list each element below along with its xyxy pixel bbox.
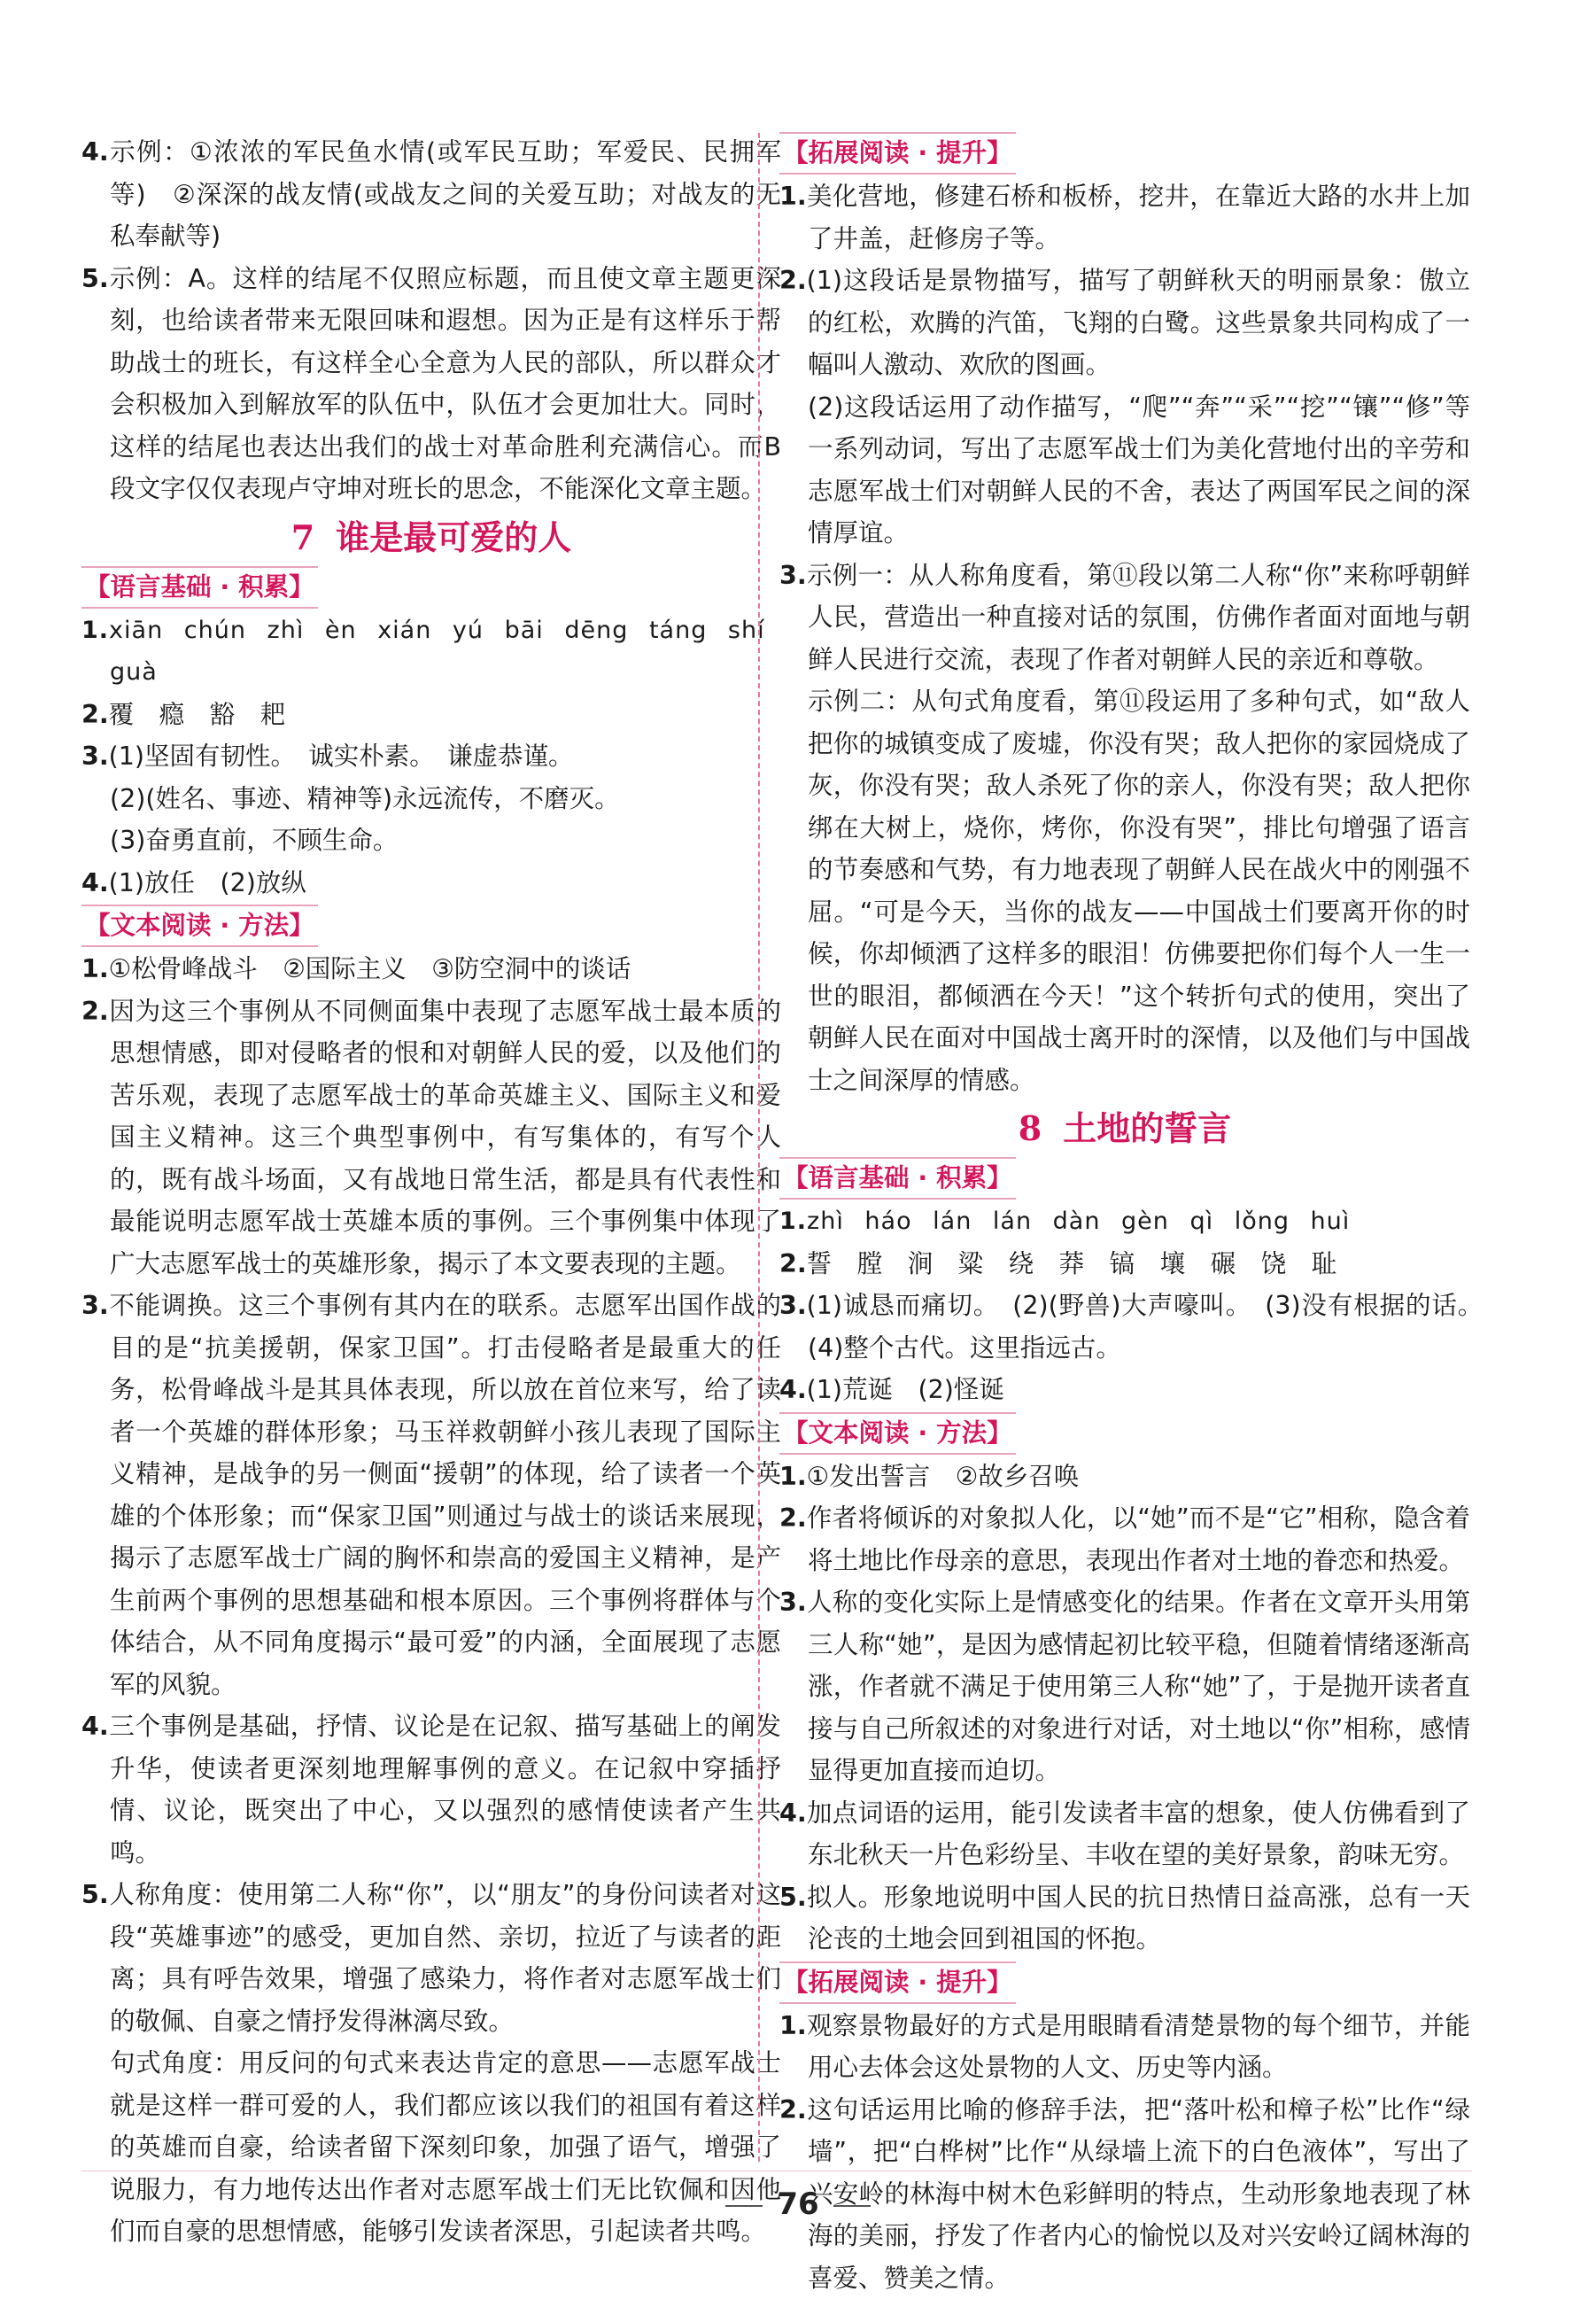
item-number: 2. bbox=[81, 700, 109, 729]
answer-item bbox=[779, 1876, 1470, 1961]
answer-item bbox=[779, 260, 1470, 386]
answer-item bbox=[81, 1285, 781, 1705]
item-number: 1. bbox=[779, 2011, 807, 2040]
item-text: 覆 瘾 豁 耙 bbox=[109, 700, 286, 729]
item-text: xiān chún zhì èn xián yú bāi dēng táng shí guà bbox=[109, 617, 765, 687]
item-text: 示例：A。这样的结尾不仅照应标题，而且使文章主题更深刻，也给读者带来无限回味和遐想。因为正是有这样乐于帮助战士的班长，有这样全心全意为人民的部队，所以群众才会积极加入到解放军的队伍中，队伍才会更加壮大。同时，这样的结尾也表达出我们的战士对革命胜利充满信心。而B段文字仅仅表现卢守坤对班长的思念，不能深化文章主题。 bbox=[109, 264, 781, 504]
item-number: 3. bbox=[779, 561, 807, 590]
item-number: 2. bbox=[81, 997, 109, 1026]
answer-continuation: (2)(姓名、事迹、精神等)永远流传，不磨灭。 bbox=[81, 778, 781, 820]
answer-item bbox=[779, 1497, 1470, 1581]
item-number: 1. bbox=[81, 617, 109, 644]
item-number: 4. bbox=[81, 137, 109, 167]
page-number-dash-right bbox=[833, 2205, 871, 2207]
answer-item bbox=[81, 990, 781, 1285]
answer-item bbox=[81, 948, 781, 990]
item-number: 2. bbox=[779, 266, 807, 295]
item-text: ①发出誓言 ②故乡召唤 bbox=[807, 1462, 1080, 1491]
item-number: 2. bbox=[779, 1249, 807, 1278]
answer-item bbox=[779, 2005, 1470, 2089]
lesson-title bbox=[81, 512, 781, 563]
section-header-row bbox=[81, 904, 781, 948]
answer-item bbox=[779, 1456, 1470, 1498]
answer-continuation: (3)奋勇直前，不顾生命。 bbox=[81, 819, 781, 862]
item-text: 示例一：从人称角度看，第⑪段以第二人称“你”来称呼朝鲜人民，营造出一种直接对话的氛围，仿佛作者面对面地与朝鲜人民进行交流，表现了作者对朝鲜人民的亲近和尊敬。 bbox=[807, 561, 1470, 674]
answer-continuation: (2)这段话运用了动作描写，“爬”“奔”“采”“挖”“镶”“修”等一系列动词，写出了志愿军战士们为美化营地付出的辛劳和志愿军战士们对朝鲜人民的不舍，表达了两国军民之间的深情厚谊。 bbox=[779, 386, 1470, 555]
lesson-number: 7 bbox=[291, 517, 314, 557]
item-text: (1)这段话是景物描写，描写了朝鲜秋天的明丽景象：傲立的红松，欢腾的汽笛，飞翔的白鹭。这些景象共同构成了一幅叫人激动、欢欣的图画。 bbox=[807, 266, 1470, 379]
item-number: 4. bbox=[779, 1798, 807, 1828]
answer-item bbox=[81, 131, 781, 258]
section-header: 【文本阅读 · 方法】 bbox=[779, 1412, 1016, 1455]
item-number: 1. bbox=[779, 1462, 807, 1491]
item-text: zhì háo lán lán dàn gèn qì lǒng huì bbox=[807, 1208, 1350, 1235]
item-text: 观察景物最好的方式是用眼睛看清楚景物的每个细节，并能用心去体会这处景物的人文、历史等内涵。 bbox=[807, 2011, 1470, 2083]
answer-item bbox=[81, 735, 781, 778]
item-number: 3. bbox=[779, 1291, 807, 1320]
answer-item bbox=[81, 258, 781, 510]
section-header-row bbox=[779, 1156, 1470, 1200]
answer-continuation: 句式角度：用反问的句式来表达肯定的意思——志愿军战士就是这样一群可爱的人，我们都应该以我们的祖国有着这样的英雄而自豪，给读者留下深刻印象，加强了语气，增强了说服力，有力地传达出作者对志愿军战士们无比钦佩和因他们而自豪的思想情感，能够引发读者深思，引起读者共鸣。 bbox=[81, 2042, 781, 2253]
item-text: (1)诚恳而痛切。 (2)(野兽)大声嚎叫。 (3)没有根据的话。 (4)整个古代。这里指远古。 bbox=[807, 1291, 1496, 1363]
section-header: 【语言基础 · 积累】 bbox=[81, 566, 318, 609]
item-text: 人称的变化实际上是情感变化的结果。作者在文章开头用第三人称“她”，是因为感情起初比较平稳，但随着情绪逐渐高涨，作者就不满足于使用第三人称“她”了，于是抛开读者直接与自己所叙述的对象进行对话，对土地以“你”相称，感情显得更加直接而迫切。 bbox=[807, 1588, 1470, 1785]
item-number: 3. bbox=[779, 1588, 807, 1617]
answer-item bbox=[81, 1874, 781, 2042]
item-text: 拟人。形象地说明中国人民的抗日热情日益高涨，总有一天沦丧的土地会回到祖国的怀抱。 bbox=[807, 1883, 1470, 1954]
item-text: (1)坚固有韧性。 诚实朴素。 谦虚恭谨。 bbox=[109, 742, 574, 771]
item-text: 不能调换。这三个事例有其内在的联系。志愿军出国作战的目的是“抗美援朝，保家卫国”。打击侵略者是最重大的任务，松骨峰战斗是其具体表现，所以放在首位来写，给了读者一个英雄的群体形象；马玉祥救朝鲜小孩儿表现了国际主义精神，是战争的另一侧面“援朝”的体现，给了读者一个英雄的个体形象；而“保家卫国”则通过与战士的谈话来展现，揭示了志愿军战士广阔的胸怀和崇高的爱国主义精神，是产生前两个事例的思想基础和根本原因。三个事例将群体与个体结合，从不同角度揭示“最可爱”的内涵，全面展现了志愿军的风貌。 bbox=[109, 1291, 781, 1699]
page-number bbox=[0, 2186, 1596, 2222]
item-number: 1. bbox=[81, 954, 109, 983]
item-number: 3. bbox=[81, 1291, 109, 1320]
answer-item bbox=[81, 862, 781, 905]
answer-item bbox=[779, 1581, 1470, 1792]
item-number: 2. bbox=[779, 1503, 807, 1533]
lesson-number: 8 bbox=[1019, 1108, 1042, 1148]
answer-item bbox=[81, 694, 781, 736]
pinyin-answer bbox=[81, 610, 781, 694]
answer-item bbox=[779, 1243, 1470, 1285]
item-number: 5. bbox=[779, 1883, 807, 1912]
section-header: 【拓展阅读 · 提升】 bbox=[779, 1961, 1016, 2004]
section-header: 【拓展阅读 · 提升】 bbox=[779, 132, 1016, 175]
answer-item bbox=[779, 1285, 1470, 1369]
item-number: 3. bbox=[81, 742, 109, 771]
lesson-title-text: 土地的誓言 bbox=[1063, 1108, 1231, 1148]
item-text: 因为这三个事例从不同侧面集中表现了志愿军战士最本质的思想情感，即对侵略者的恨和对朝鲜人民的爱，以及他们的苦乐观，表现了志愿军战士的革命英雄主义、国际主义和爱国主义精神。这三个典型事例中，有写集体的，有写个人的，既有战斗场面，又有战地日常生活，都是具有代表性和最能说明志愿军战士英雄本质的事例。三个事例集中体现了广大志愿军战士的英雄形象，揭示了本文要表现的主题。 bbox=[109, 997, 781, 1278]
item-text: (1)放任 (2)放纵 bbox=[109, 868, 306, 897]
section-header: 【语言基础 · 积累】 bbox=[779, 1157, 1016, 1200]
right-column bbox=[779, 131, 1470, 2299]
lesson-title-text: 谁是最可爱的人 bbox=[336, 517, 571, 557]
pinyin-answer bbox=[779, 1200, 1470, 1243]
item-number: 5. bbox=[81, 264, 109, 293]
answer-item bbox=[779, 1792, 1470, 1876]
item-text: 三个事例是基础，抒情、议论是在记叙、描写基础上的阐发升华，使读者更深刻地理解事例的意义。在记叙中穿插抒情、议论，既突出了中心，又以强烈的感情使读者产生共鸣。 bbox=[109, 1712, 781, 1868]
item-number: 5. bbox=[81, 1880, 109, 1909]
item-text: 示例：①浓浓的军民鱼水情(或军民互助；军爱民、民拥军等) ②深深的战友情(或战友之间的关爱互助；对战友的无私奉献等) bbox=[109, 137, 781, 251]
section-header-row bbox=[779, 1961, 1470, 2005]
item-text: 人称角度：使用第二人称“你”，以“朋友”的身份问读者对这段“英雄事迹”的感受，更加自然、亲切，拉近了与读者的距离；具有呼告效果，增强了感染力，将作者对志愿军战士们的敬佩、自豪之情抒发得淋漓尽致。 bbox=[109, 1880, 781, 2036]
item-text: 作者将倾诉的对象拟人化，以“她”而不是“它”相称，隐含着将土地比作母亲的意思，表现出作者对土地的眷恋和热爱。 bbox=[807, 1503, 1470, 1575]
item-text: 加点词语的运用，能引发读者丰富的想象，使人仿佛看到了东北秋天一片色彩纷呈、丰收在望的美好景象，韵味无穷。 bbox=[807, 1798, 1470, 1870]
section-header: 【文本阅读 · 方法】 bbox=[81, 905, 318, 947]
column-divider bbox=[758, 133, 760, 2162]
lesson-title bbox=[779, 1103, 1470, 1154]
page-number-value: 76 bbox=[777, 2186, 818, 2222]
item-number: 4. bbox=[81, 1712, 109, 1741]
answer-item bbox=[779, 555, 1470, 681]
item-number: 2. bbox=[779, 2095, 807, 2124]
section-header-row bbox=[779, 1411, 1470, 1456]
item-text: (1)荒诞 (2)怪诞 bbox=[807, 1375, 1004, 1404]
item-text: ①松骨峰战斗 ②国际主义 ③防空洞中的谈话 bbox=[109, 954, 631, 983]
item-text: 美化营地，修建石桥和板桥，挖井，在靠近大路的水井上加了井盖，赶修房子等。 bbox=[807, 182, 1470, 253]
answer-item bbox=[779, 175, 1470, 260]
answer-item bbox=[779, 1369, 1470, 1411]
page-number-dash-left bbox=[725, 2205, 763, 2207]
item-text: 这句话运用比喻的修辞手法，把“落叶松和樟子松”比作“绿墙”，把“白桦树”比作“从绿墙上流下的白色液体”，写出了兴安岭的林海中树木色彩鲜明的特点，生动形象地表现了林海的美丽，抒发了作者内心的愉悦以及对兴安岭辽阔林海的喜爱、赞美之情。 bbox=[807, 2095, 1470, 2293]
item-text: 誓 膛 涧 粱 绕 莽 镐 壤 碾 饶 耻 bbox=[807, 1249, 1337, 1278]
item-number: 1. bbox=[779, 182, 807, 211]
section-header-row bbox=[779, 131, 1470, 175]
item-number: 4. bbox=[81, 868, 109, 897]
left-column bbox=[81, 131, 781, 2253]
answer-continuation: 示例二：从句式角度看，第⑪段运用了多种句式，如“敌人把你的城镇变成了废墟，你没有哭；敌人把你的家园烧成了灰，你没有哭；敌人杀死了你的亲人，你没有哭；敌人把你绑在大树上，烧你，烤你，你没有哭”，排比句增强了语言的节奏感和气势，有力地表现了朝鲜人民在战火中的刚强不屈。“可是今天，当你的战友——中国战士们要离开你的时候，你却倾洒了这样多的眼泪！仿佛要把你们每个人一生一世的眼泪，都倾洒在今天！”这个转折句式的使用，突出了朝鲜人民在面对中国战士离开时的深情，以及他们与中国战士之间深厚的情感。 bbox=[779, 680, 1470, 1101]
section-header-row bbox=[81, 565, 781, 610]
item-number: 4. bbox=[779, 1375, 807, 1404]
item-number: 1. bbox=[779, 1208, 807, 1235]
answer-item bbox=[81, 1705, 781, 1874]
